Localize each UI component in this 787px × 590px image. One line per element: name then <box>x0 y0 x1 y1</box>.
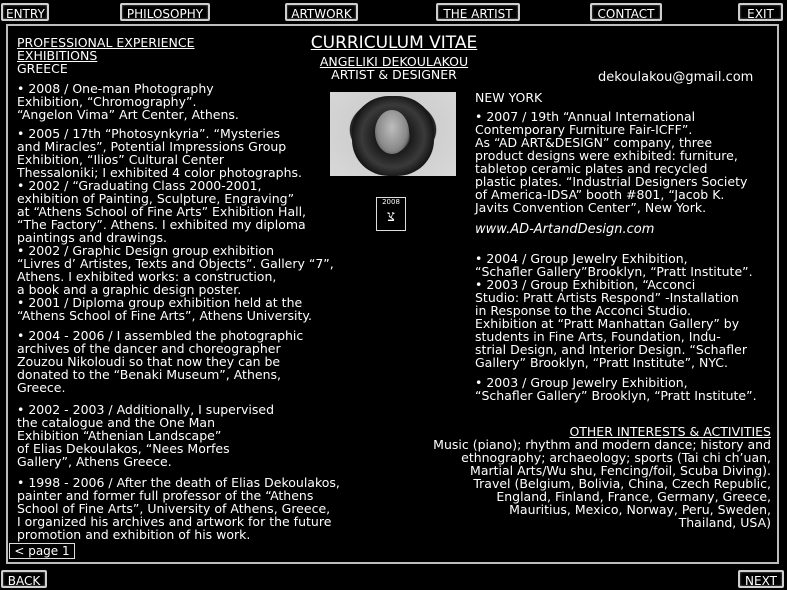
list-item: • 2004 - 2006 / I assembled the photographic archives of the dancer and choreographer Zouzou Nikoloudi so that now they can be donated to the “Benaki Museum”, Athens, Greece. <box>17 328 304 395</box>
interests-text: Music (piano); rhythm and modern dance; history and ethnography; archaeology; sports (Tai chi ch’uan, Martial Arts/Wu shu, Fencing/foil, Scuba Diving). Travel (Belgium, Bolivia, China, Czech Republic, England, Finland, France, Germany, Greece, Mauritius, Mexico, Norway, Peru, Sweden, Thailand, USA) <box>433 437 771 530</box>
artist-role: ARTIST & DESIGNER <box>331 67 457 82</box>
nav-exit-button[interactable]: EXIT <box>738 3 783 21</box>
list-item: • 2008 / One-man Photography Exhibition, “Chromography”. “Angelon Vima” Art Center, Athens. <box>17 81 239 122</box>
left-column <box>17 36 287 75</box>
list-item: • 2002 / Graphic Design group exhibition “Livres d’ Artistes, Texts and Objects”. Gallery “7”, Athens. I exhibited works: a construction, a book and a graphic design poster. <box>17 243 334 297</box>
list-item: • 1998 - 2006 / After the death of Elias Dekoulakos, painter and former full professor of the “Athens School of Fine Arts”, University of Athens, Greece, I organized his archives and artwork for the future promotion and exhibition of his work. <box>17 475 340 542</box>
page-1-link[interactable]: < page 1 <box>9 543 75 559</box>
logo-2008 <box>376 197 406 231</box>
list-item: • 2005 / 17th “Photosynkyria”. “Mysteries and Miracles”, Potential Impressions Group Exhibition, “Ilios” Cultural Center Thessaloniki; I exhibited 4 color photographs. <box>17 126 302 180</box>
list-item: • 2002 - 2003 / Additionally, I supervised the catalogue and the One Man Exhibition “Athenian Landscape” of Elias Dekoulakos, “Nees Morfes Gallery”, Athens Greece. <box>17 402 275 469</box>
region-new-york: NEW YORK <box>475 90 543 105</box>
list-item: • 2007 / 19th “Annual International Contemporary Furniture Fair-ICFF”. As “AD ART&DESIGN” company, three product designs were exhibited: furniture, tabletop ceramic plates and recycled plastic plates. “Industrial Designers Society of America-IDSA” booth #801, “Jacob K. Javits Convention Center”, New York. <box>475 109 748 215</box>
list-item: • 2001 / Diploma group exhibition held at the “Athens School of Fine Arts”, Athens University. <box>17 295 312 323</box>
email-link[interactable]: dekoulakou@gmail.com <box>598 70 754 85</box>
nav-contact-button[interactable]: CONTACT <box>590 3 662 21</box>
section-title-exhibitions: EXHIBITIONS <box>17 48 98 63</box>
section-title-interests: OTHER INTERESTS & ACTIVITIES <box>569 424 771 439</box>
logo-year: 2008 <box>382 198 400 206</box>
website-link[interactable]: www.AD-ArtandDesign.com <box>475 222 655 237</box>
artist-name: ANGELIKI DEKOULAKOU <box>319 54 469 69</box>
logo-mark-icon: צ <box>387 207 395 225</box>
list-item: • 2004 / Group Jewelry Exhibition, “Schafler Gallery”Brooklyn, “Pratt Institute”. <box>475 251 753 279</box>
page-title: CURRICULUM VITAE <box>310 33 478 53</box>
list-item: • 2002 / “Graduating Class 2000-2001, exhibition of Painting, Sculpture, Engraving” at “Athens School of Fine Arts” Exhibition Hall, “The Factory”. Athens. I exhibited my diploma paintings and drawings. <box>17 178 307 245</box>
back-button[interactable]: BACK <box>1 570 47 588</box>
list-item: • 2003 / Group Jewelry Exhibition, “Schafler Gallery” Brooklyn, “Pratt Institute”. <box>475 375 757 403</box>
section-title-experience: PROFESSIONAL EXPERIENCE <box>17 35 195 50</box>
nav-the-artist-button[interactable]: THE ARTIST <box>436 3 520 21</box>
list-item: • 2003 / Group Exhibition, “Acconci Studio: Pratt Artists Respond” -Installation in Response to the Acconci Studio. Exhibition at “Pratt Manhattan Gallery” by students in Fine Arts, Foundation, Indu- strial Design, and Interior Design. “Schafler Gallery” Brooklyn, “Pratt Institute”, NYC. <box>475 277 747 370</box>
next-button[interactable]: NEXT <box>738 570 784 588</box>
nav-entry-button[interactable]: ENTRY <box>1 3 49 21</box>
nav-philosophy-button[interactable]: PHILOSOPHY <box>120 3 210 21</box>
region-greece: GREECE <box>17 61 68 76</box>
nav-artwork-button[interactable]: ARTWORK <box>285 3 358 21</box>
